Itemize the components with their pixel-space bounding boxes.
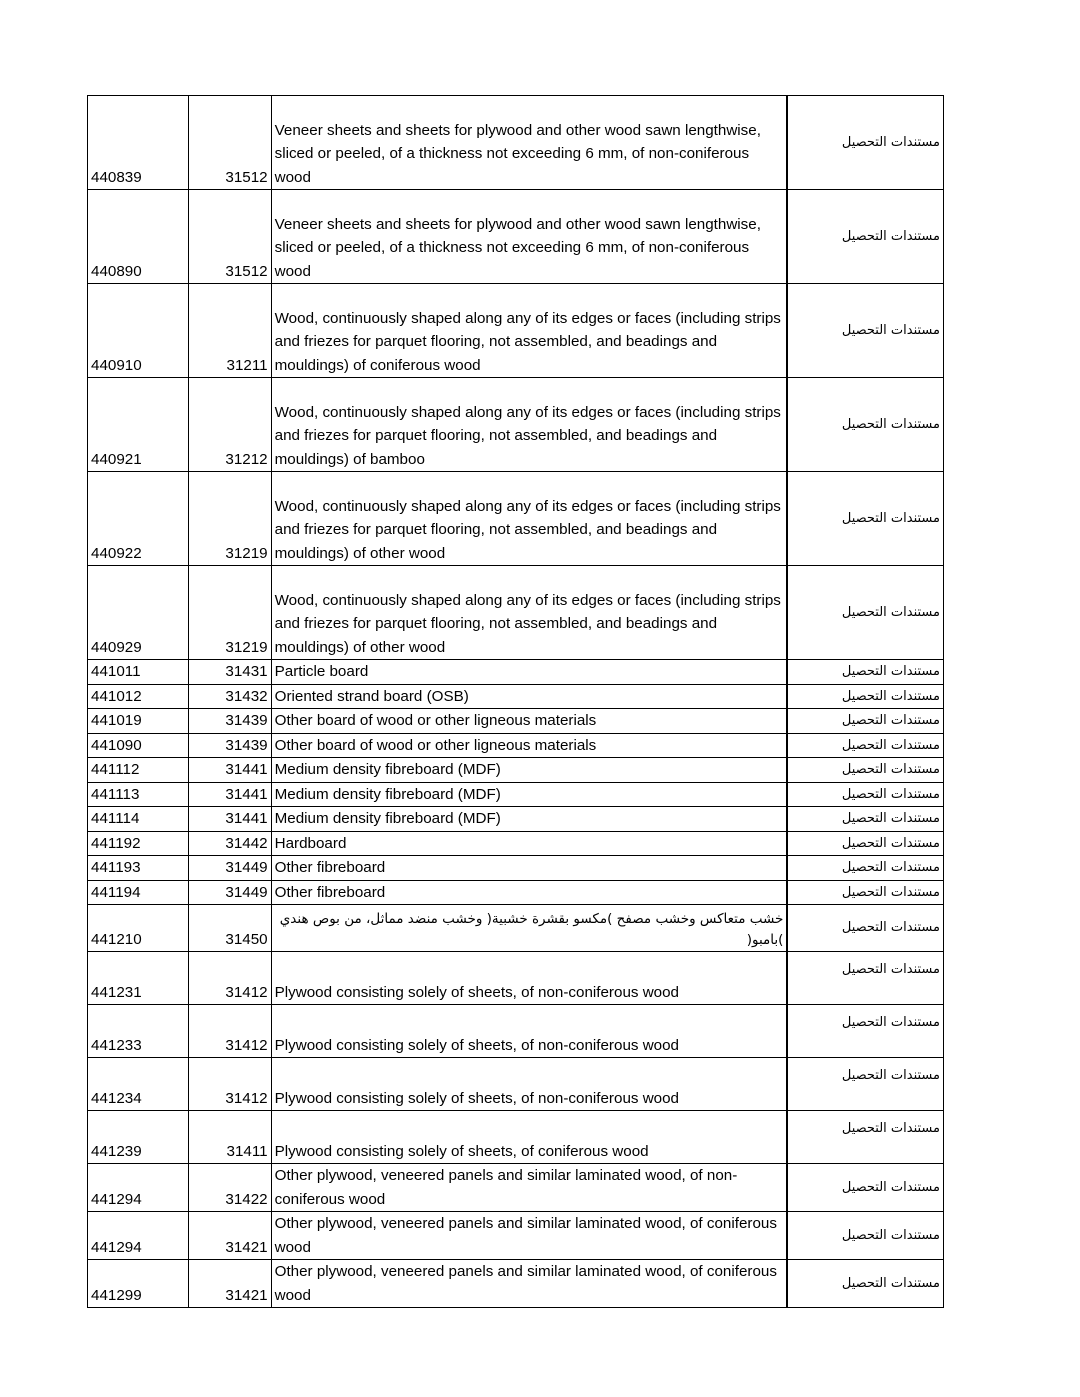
table-row — [88, 660, 944, 685]
hs-code-cell: 441011 — [88, 660, 189, 685]
table-row — [88, 1164, 944, 1212]
category-code-cell: 31512 — [189, 96, 271, 190]
category-code-cell: 31211 — [189, 284, 271, 378]
description-cell: Wood, continuously shaped along any of its edges or faces (including strips and friezes for parquet flooring, not assembled, and beadings and mouldings) of other wood — [271, 566, 787, 660]
hs-code-cell: 440910 — [88, 284, 189, 378]
required-document-cell: مستندات التحصيل — [787, 952, 943, 1005]
category-code-cell: 31442 — [189, 831, 271, 856]
category-code-cell: 31431 — [189, 660, 271, 685]
category-code-cell: 31450 — [189, 905, 271, 952]
table-row — [88, 782, 944, 807]
category-code-cell: 31411 — [189, 1111, 271, 1164]
description-cell: Veneer sheets and sheets for plywood and other wood sawn lengthwise, sliced or peeled, of a thickness not exceeding 6 mm, of non-coniferous wood — [271, 190, 787, 284]
hs-code-cell: 441112 — [88, 758, 189, 783]
table-row — [88, 1212, 944, 1260]
table-row — [88, 472, 944, 566]
required-document-cell: مستندات التحصيل — [787, 378, 943, 472]
table-row — [88, 1111, 944, 1164]
hs-code-cell: 441234 — [88, 1058, 189, 1111]
required-document-cell: مستندات التحصيل — [787, 782, 943, 807]
required-document-cell: مستندات التحصيل — [787, 1164, 943, 1212]
category-code-cell: 31422 — [189, 1164, 271, 1212]
description-cell: Other plywood, veneered panels and similar laminated wood, of coniferous wood — [271, 1260, 787, 1308]
table-row — [88, 378, 944, 472]
table-row — [88, 566, 944, 660]
table-row — [88, 856, 944, 881]
hs-code-cell: 441210 — [88, 905, 189, 952]
category-code-cell: 31412 — [189, 952, 271, 1005]
description-cell: Other plywood, veneered panels and similar laminated wood, of non-coniferous wood — [271, 1164, 787, 1212]
required-document-cell: مستندات التحصيل — [787, 1058, 943, 1111]
category-code-cell: 31449 — [189, 880, 271, 905]
table-row — [88, 807, 944, 832]
tariff-table-body — [88, 96, 944, 1308]
category-code-cell: 31512 — [189, 190, 271, 284]
description-cell: Medium density fibreboard (MDF) — [271, 807, 787, 832]
table-row — [88, 905, 944, 952]
hs-code-cell: 440929 — [88, 566, 189, 660]
table-row — [88, 831, 944, 856]
category-code-cell: 31421 — [189, 1260, 271, 1308]
required-document-cell: مستندات التحصيل — [787, 880, 943, 905]
description-cell: خشب متعاكس وخشب مصفح )مكسو بقشرة خشبية( وخشب منضد مماثل، من بوص هندي )بامبو( — [271, 905, 787, 952]
hs-code-cell: 441299 — [88, 1260, 189, 1308]
required-document-cell: مستندات التحصيل — [787, 1111, 943, 1164]
hs-code-cell: 441294 — [88, 1212, 189, 1260]
hs-code-cell: 441090 — [88, 733, 189, 758]
required-document-cell: مستندات التحصيل — [787, 566, 943, 660]
category-code-cell: 31219 — [189, 566, 271, 660]
required-document-cell: مستندات التحصيل — [787, 190, 943, 284]
required-document-cell: مستندات التحصيل — [787, 856, 943, 881]
table-row — [88, 284, 944, 378]
hs-code-cell: 440890 — [88, 190, 189, 284]
table-row — [88, 96, 944, 190]
hs-code-cell: 441012 — [88, 684, 189, 709]
description-cell: Plywood consisting solely of sheets, of non-coniferous wood — [271, 1005, 787, 1058]
description-cell: Wood, continuously shaped along any of its edges or faces (including strips and friezes for parquet flooring, not assembled, and beadings and mouldings) of coniferous wood — [271, 284, 787, 378]
category-code-cell: 31439 — [189, 709, 271, 734]
description-cell: Veneer sheets and sheets for plywood and other wood sawn lengthwise, sliced or peeled, of a thickness not exceeding 6 mm, of non-coniferous wood — [271, 96, 787, 190]
hs-code-cell: 440839 — [88, 96, 189, 190]
hs-code-cell: 441233 — [88, 1005, 189, 1058]
required-document-cell: مستندات التحصيل — [787, 758, 943, 783]
required-document-cell: مستندات التحصيل — [787, 733, 943, 758]
table-row — [88, 952, 944, 1005]
required-document-cell: مستندات التحصيل — [787, 472, 943, 566]
description-cell: Particle board — [271, 660, 787, 685]
category-code-cell: 31449 — [189, 856, 271, 881]
category-code-cell: 31412 — [189, 1058, 271, 1111]
description-cell: Oriented strand board (OSB) — [271, 684, 787, 709]
description-cell: Other fibreboard — [271, 880, 787, 905]
required-document-cell: مستندات التحصيل — [787, 684, 943, 709]
category-code-cell: 31432 — [189, 684, 271, 709]
required-document-cell: مستندات التحصيل — [787, 660, 943, 685]
description-cell: Wood, continuously shaped along any of its edges or faces (including strips and friezes for parquet flooring, not assembled, and beadings and mouldings) of other wood — [271, 472, 787, 566]
hs-code-cell: 441231 — [88, 952, 189, 1005]
category-code-cell: 31441 — [189, 807, 271, 832]
description-cell: Other plywood, veneered panels and similar laminated wood, of coniferous wood — [271, 1212, 787, 1260]
hs-code-cell: 441194 — [88, 880, 189, 905]
description-cell: Wood, continuously shaped along any of its edges or faces (including strips and friezes for parquet flooring, not assembled, and beadings and mouldings) of bamboo — [271, 378, 787, 472]
required-document-cell: مستندات التحصيل — [787, 905, 943, 952]
required-document-cell: مستندات التحصيل — [787, 1212, 943, 1260]
description-cell: Other board of wood or other ligneous materials — [271, 733, 787, 758]
required-document-cell: مستندات التحصيل — [787, 709, 943, 734]
table-row — [88, 684, 944, 709]
category-code-cell: 31421 — [189, 1212, 271, 1260]
description-cell: Other fibreboard — [271, 856, 787, 881]
description-cell: Other board of wood or other ligneous materials — [271, 709, 787, 734]
required-document-cell: مستندات التحصيل — [787, 96, 943, 190]
required-document-cell: مستندات التحصيل — [787, 807, 943, 832]
hs-code-cell: 441019 — [88, 709, 189, 734]
description-cell: Medium density fibreboard (MDF) — [271, 758, 787, 783]
required-document-cell: مستندات التحصيل — [787, 284, 943, 378]
hs-code-cell: 441113 — [88, 782, 189, 807]
description-cell: Hardboard — [271, 831, 787, 856]
table-row — [88, 880, 944, 905]
description-cell: Plywood consisting solely of sheets, of non-coniferous wood — [271, 1058, 787, 1111]
table-row — [88, 1260, 944, 1308]
category-code-cell: 31441 — [189, 782, 271, 807]
category-code-cell: 31441 — [189, 758, 271, 783]
hs-code-cell: 441192 — [88, 831, 189, 856]
description-cell: Plywood consisting solely of sheets, of coniferous wood — [271, 1111, 787, 1164]
category-code-cell: 31439 — [189, 733, 271, 758]
required-document-cell: مستندات التحصيل — [787, 1260, 943, 1308]
hs-code-cell: 440921 — [88, 378, 189, 472]
category-code-cell: 31219 — [189, 472, 271, 566]
hs-code-cell: 441294 — [88, 1164, 189, 1212]
tariff-table — [87, 95, 944, 1308]
table-row — [88, 758, 944, 783]
description-cell: Plywood consisting solely of sheets, of non-coniferous wood — [271, 952, 787, 1005]
table-row — [88, 733, 944, 758]
table-row — [88, 1058, 944, 1111]
hs-code-cell: 441114 — [88, 807, 189, 832]
table-row — [88, 190, 944, 284]
hs-code-cell: 440922 — [88, 472, 189, 566]
table-row — [88, 1005, 944, 1058]
hs-code-cell: 441239 — [88, 1111, 189, 1164]
description-cell: Medium density fibreboard (MDF) — [271, 782, 787, 807]
required-document-cell: مستندات التحصيل — [787, 831, 943, 856]
required-document-cell: مستندات التحصيل — [787, 1005, 943, 1058]
table-row — [88, 709, 944, 734]
hs-code-cell: 441193 — [88, 856, 189, 881]
category-code-cell: 31212 — [189, 378, 271, 472]
category-code-cell: 31412 — [189, 1005, 271, 1058]
